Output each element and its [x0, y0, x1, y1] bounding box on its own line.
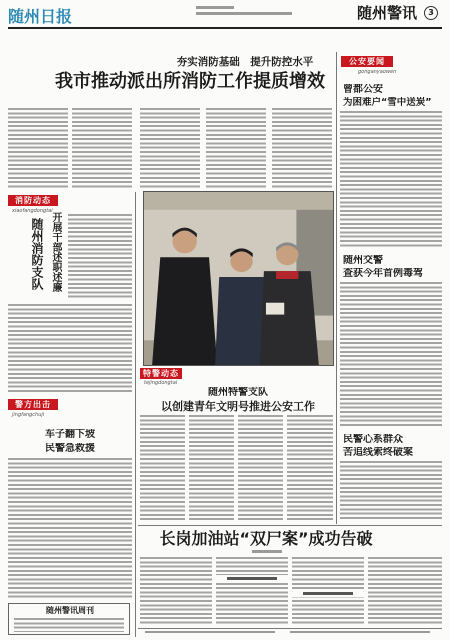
news-item-1-headline-line1: 曾都公安: [343, 84, 383, 95]
special-police-body-col-3: [238, 415, 283, 521]
lead-story-kicker: 夯实消防基础 提升防控水平: [176, 56, 314, 68]
special-police-section-pinyin: tejingdongtai: [144, 380, 178, 386]
bottom-story-subhead-1: [216, 575, 288, 582]
fire-news-body-bottom: [8, 304, 132, 394]
footer-address-line: [145, 631, 275, 633]
lead-story-body-col-1: [8, 108, 68, 188]
bottom-story-body-col-1: [140, 557, 212, 625]
news-item-1-headline-line2: 为困难户“雪中送炭”: [343, 97, 432, 108]
fire-news-headline-line1: 随州消防支队: [30, 218, 44, 290]
footer-rule: [138, 628, 442, 629]
column-rule-left: [135, 192, 136, 637]
police-action-headline-line2: 民警急救援: [45, 443, 95, 454]
header-rule: [8, 27, 442, 29]
weekly-info-text: [14, 618, 124, 632]
masthead-logo: 随州日报: [8, 7, 73, 26]
news-photo: [143, 191, 334, 366]
bottom-story-headline: 长岗加油站“双尸案”成功告破: [159, 529, 373, 548]
column-rule-right: [336, 52, 337, 524]
news-item-2-headline-line1: 随州交警: [343, 255, 383, 266]
news-item-3-headline-line2: 苦追线索终破案: [343, 447, 413, 458]
police-action-section-label: 警方出击: [8, 399, 58, 410]
bottom-story-body-col-2: [216, 557, 288, 625]
lead-story-body-col-2: [72, 108, 132, 188]
public-security-section-label: 公安要闻: [341, 56, 393, 67]
news-photo-image: [144, 192, 333, 365]
special-police-headline-line1: 随州特警支队: [208, 387, 268, 398]
weekly-info-title: 随州警讯周刊: [46, 606, 94, 615]
fire-news-section-pinyin: xiaofangdongtai: [12, 208, 53, 214]
news-item-2-body: [340, 282, 442, 427]
photo-eaves: [144, 192, 333, 210]
police-action-section-pinyin: jingfangchuji: [12, 412, 45, 418]
special-police-headline-line2: 以创建青年文明号推进公安工作: [161, 400, 315, 413]
weekly-info-box: [8, 603, 130, 635]
bottom-story-body-col-4: [368, 557, 442, 625]
special-police-section-label: 特警动态: [140, 368, 182, 379]
bottom-story-byline: [252, 550, 282, 553]
fire-news-body-top: [68, 214, 132, 300]
page-number: 3: [424, 6, 438, 20]
bottom-story-rule: [138, 525, 442, 526]
fire-news-section-label: 消防动态: [8, 195, 58, 206]
fire-news-headline-line2: 开展干部述职述廉: [50, 212, 61, 292]
news-item-2-headline-line2: 查获今年首例毒驾: [343, 268, 423, 279]
page-section-title: 随州警讯: [357, 4, 418, 22]
news-item-3-headline-line1: 民警心系群众: [343, 434, 403, 445]
news-item-1-body: [340, 111, 442, 248]
editor-credit-line: [196, 12, 292, 15]
public-security-section-pinyin: gonganyaowen: [358, 69, 397, 75]
lead-story-body-col-3: [140, 108, 200, 188]
bottom-story-subhead-2: [292, 590, 364, 597]
lead-story-headline: 我市推动派出所消防工作提质增效: [55, 71, 325, 92]
lead-story-body-col-5: [272, 108, 332, 188]
footer-printing-line: [290, 631, 430, 633]
special-police-body-col-4: [287, 415, 333, 521]
special-police-body-col-1: [140, 415, 185, 521]
issue-date-line: [196, 6, 234, 9]
news-item-3-body: [340, 461, 442, 521]
special-police-body-col-2: [189, 415, 234, 521]
police-action-headline-line1: 车子翻下坡: [45, 429, 95, 440]
police-action-body: [8, 458, 132, 599]
lead-story-body-col-4: [206, 108, 266, 188]
